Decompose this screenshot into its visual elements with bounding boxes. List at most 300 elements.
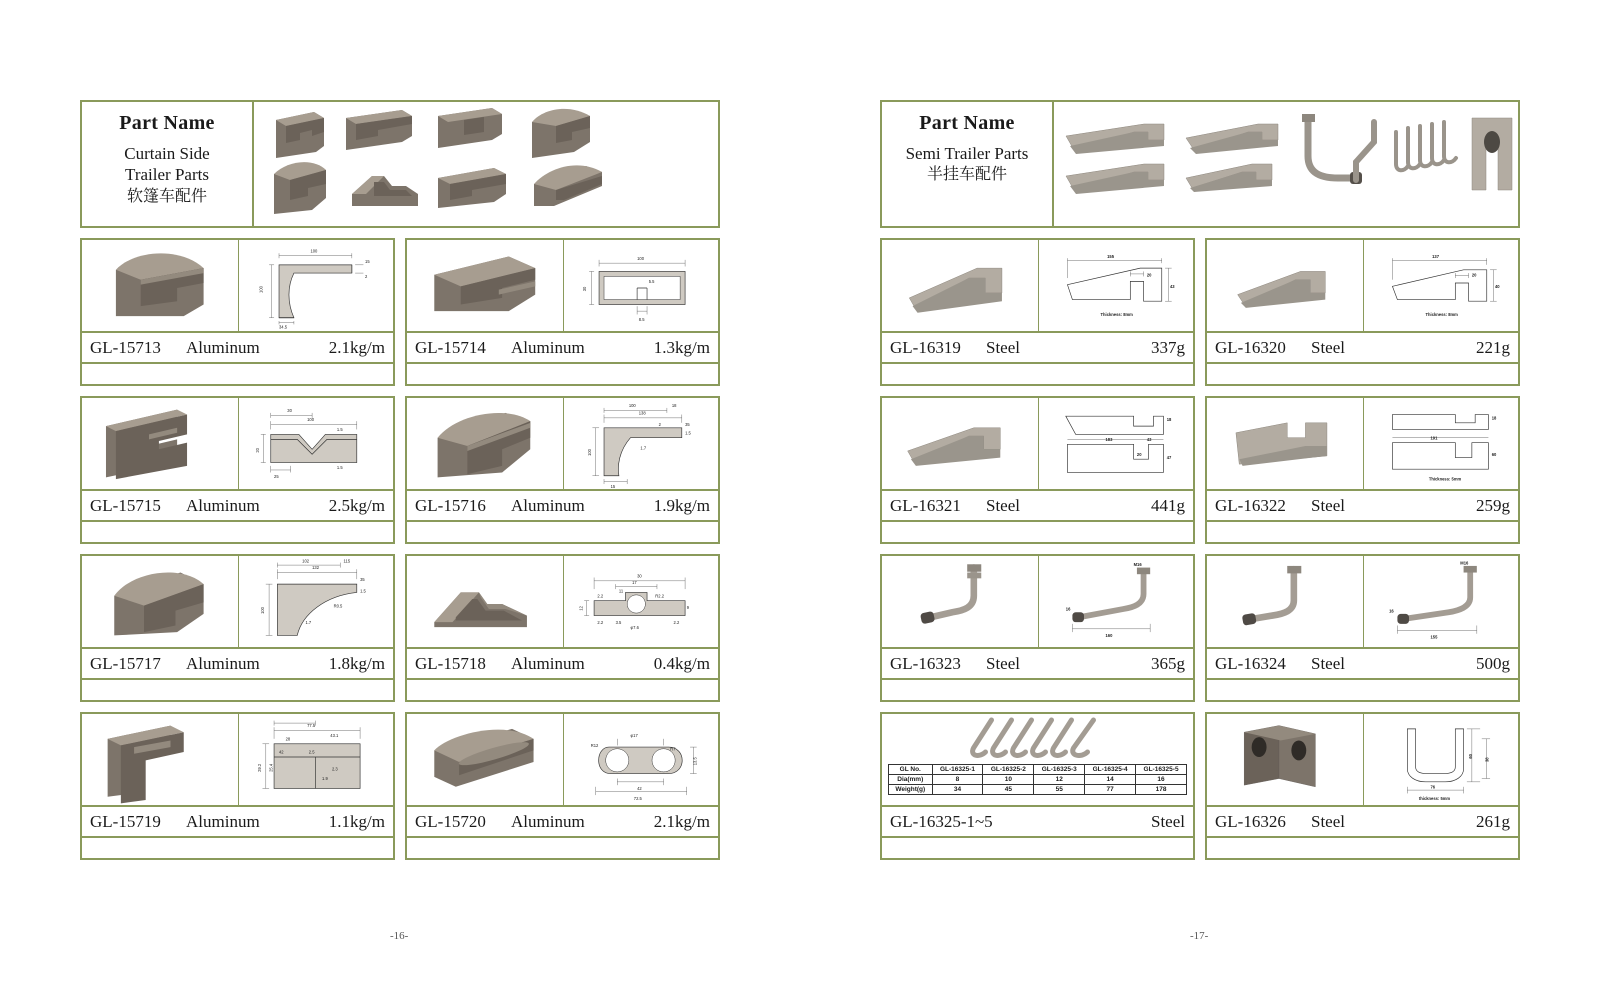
svg-text:100: 100 [636, 255, 644, 261]
card-figures [407, 398, 718, 489]
product-photo [82, 398, 238, 489]
svg-text:15: 15 [610, 484, 615, 489]
part-weight: 1.9kg/m [653, 495, 710, 515]
svg-text:12: 12 [578, 606, 584, 611]
svg-text:φ7.6: φ7.6 [629, 624, 639, 630]
part-category-name [124, 143, 209, 206]
item-card[interactable] [80, 238, 395, 386]
technical-drawing [563, 714, 719, 805]
drawing-15718 [564, 556, 719, 647]
item-card[interactable] [405, 238, 720, 386]
profile-photo-15713 [82, 240, 238, 331]
part-code: GL-16320 [1215, 337, 1286, 357]
part-category-name [906, 143, 1029, 184]
card-footer-strip [1207, 520, 1518, 542]
card-caption [882, 647, 1193, 678]
svg-text:191: 191 [1429, 435, 1437, 441]
card-figures [882, 556, 1193, 647]
technical-drawing [238, 240, 394, 331]
card-footer-strip [882, 678, 1193, 700]
technical-drawing [238, 714, 394, 805]
card-figures [407, 714, 718, 805]
card-footer-strip [882, 836, 1193, 858]
technical-drawing [1363, 398, 1519, 489]
card-footer-strip [882, 362, 1193, 384]
th-2: GL-16325-2 [983, 765, 1034, 775]
table-row [889, 785, 1187, 795]
part-weight: 500g [1476, 653, 1510, 673]
part-material: Aluminum [186, 653, 260, 673]
card-caption [407, 805, 718, 836]
svg-text:40: 40 [1494, 283, 1500, 289]
svg-text:2.3: 2.3 [331, 766, 338, 772]
profile-photo-15719 [82, 714, 238, 805]
svg-text:2: 2 [658, 422, 661, 428]
right-header-name-block [882, 102, 1054, 226]
profile-photo-15714 [407, 240, 563, 331]
right-catalog-page [880, 100, 1520, 860]
category-line1: Semi Trailer Parts [905, 144, 1029, 163]
card-footer-strip [82, 362, 393, 384]
drawing-15719 [239, 714, 394, 805]
card-figures [407, 240, 718, 331]
card-footer-strip [82, 678, 393, 700]
th-3: GL-16325-3 [1034, 765, 1085, 775]
svg-text:18: 18 [1491, 415, 1496, 421]
card-caption [1207, 647, 1518, 678]
header-profiles-illustration [254, 102, 718, 226]
product-photo [82, 714, 238, 805]
right-page-header [880, 100, 1520, 228]
part-weight: 2.1kg/m [328, 337, 385, 357]
left-item-grid [80, 238, 720, 860]
item-card[interactable] [880, 396, 1195, 544]
card-figures [82, 556, 393, 647]
svg-text:R2.2: R2.2 [654, 593, 664, 599]
part-weight: 1.3kg/m [653, 337, 710, 357]
card-caption [1207, 805, 1518, 836]
svg-text:47: 47 [1166, 455, 1171, 461]
card-figures [82, 240, 393, 331]
photo-16319 [882, 240, 1038, 331]
part-weight: 441g [1151, 495, 1185, 515]
card-footer-strip [1207, 836, 1518, 858]
thickness-note: thickness: 5mm [1418, 796, 1450, 802]
drawing-16323 [1039, 556, 1194, 647]
svg-text:132: 132 [311, 565, 319, 571]
drawing-16321 [1039, 398, 1194, 489]
svg-text:18: 18 [671, 403, 676, 409]
svg-text:43: 43 [1169, 283, 1175, 289]
part-weight: 0.4kg/m [653, 653, 710, 673]
cell-r0c5: 16 [1136, 775, 1187, 785]
svg-text:16: 16 [1065, 606, 1070, 612]
profile-photo-15717 [82, 556, 238, 647]
page-title: Part Name [919, 112, 1015, 134]
card-figures [1207, 556, 1518, 647]
part-weight: 365g [1151, 653, 1185, 673]
svg-text:R0.5: R0.5 [333, 603, 342, 609]
item-card[interactable] [405, 712, 720, 860]
svg-text:5.5: 5.5 [648, 279, 654, 285]
card-caption [82, 331, 393, 362]
item-card[interactable] [1205, 238, 1520, 386]
category-chinese: 软篷车配件 [126, 185, 207, 205]
svg-text:43.1: 43.1 [329, 733, 338, 739]
svg-text:25.4: 25.4 [267, 763, 273, 772]
category-line1: Curtain Side [124, 144, 210, 163]
product-photo [882, 556, 1038, 647]
part-code: GL-16323 [890, 653, 961, 673]
part-material: Steel [986, 653, 1020, 673]
svg-text:1.9: 1.9 [321, 776, 328, 782]
part-weight: 2.1kg/m [653, 811, 710, 831]
card-figures [1207, 240, 1518, 331]
card-figures [1207, 398, 1518, 489]
part-code: GL-16326 [1215, 811, 1286, 831]
svg-text:2.2: 2.2 [596, 619, 603, 625]
part-code: GL-16324 [1215, 653, 1286, 673]
part-code: GL-16321 [890, 495, 961, 515]
part-code: GL-15717 [90, 653, 161, 673]
svg-text:20: 20 [1146, 272, 1151, 278]
drawing-16324 [1364, 556, 1519, 647]
part-material: Steel [1311, 337, 1345, 357]
svg-text:38: 38 [1483, 757, 1489, 762]
part-material: Steel [1311, 495, 1345, 515]
technical-drawing [1363, 714, 1519, 805]
cell-r0c3: 12 [1034, 775, 1085, 785]
th-0: GL No. [889, 765, 933, 775]
svg-text:160: 160 [1104, 633, 1112, 639]
svg-text:30: 30 [286, 408, 292, 414]
svg-text:15: 15 [364, 259, 370, 265]
technical-drawing [1038, 398, 1194, 489]
technical-drawing [238, 398, 394, 489]
profile-photo-15718 [407, 556, 563, 647]
technical-drawing [1038, 240, 1194, 331]
part-code: GL-16319 [890, 337, 961, 357]
svg-text:35: 35 [359, 576, 365, 582]
part-weight: 1.1kg/m [328, 811, 385, 831]
part-code: GL-15720 [415, 811, 486, 831]
card-footer-strip [407, 520, 718, 542]
product-photo [82, 240, 238, 331]
cell-r1c2: 45 [983, 785, 1034, 795]
header-steel-parts-illustration [1054, 102, 1518, 226]
part-material: Aluminum [186, 337, 260, 357]
card-footer-strip [407, 678, 718, 700]
product-photo [407, 556, 563, 647]
svg-text:72.5: 72.5 [633, 796, 642, 802]
svg-text:29.2: 29.2 [256, 763, 262, 772]
cell-r1c1: 34 [932, 785, 983, 795]
svg-text:100: 100 [306, 417, 314, 423]
part-code: GL-15716 [415, 495, 486, 515]
profile-photo-15716 [407, 398, 563, 489]
card-figures [1207, 714, 1518, 805]
left-header-name-block [82, 102, 254, 226]
item-card[interactable] [80, 554, 395, 702]
drawing-15720 [564, 714, 719, 805]
svg-text:20: 20 [1136, 451, 1142, 457]
drawing-16326 [1364, 714, 1519, 805]
technical-drawing [563, 556, 719, 647]
part-material: Aluminum [511, 653, 585, 673]
svg-text:25: 25 [273, 474, 279, 480]
drawing-16320 [1364, 240, 1519, 331]
svg-text:1.5: 1.5 [336, 427, 343, 433]
technical-drawing [1363, 240, 1519, 331]
photo-16320 [1207, 240, 1363, 331]
svg-text:100: 100 [586, 449, 592, 456]
item-card[interactable] [880, 238, 1195, 386]
part-material: Steel [986, 337, 1020, 357]
card-caption [82, 489, 393, 520]
svg-text:φ17: φ17 [629, 733, 638, 739]
profile-photo-15715 [82, 398, 238, 489]
drawing-15717 [239, 556, 394, 647]
part-material: Aluminum [511, 811, 585, 831]
part-weight: 1.8kg/m [328, 653, 385, 673]
part-material: Steel [1311, 811, 1345, 831]
svg-text:R12: R12 [590, 743, 598, 749]
svg-text:1.7: 1.7 [304, 619, 311, 625]
photo-16324 [1207, 556, 1363, 647]
left-catalog-page [80, 100, 720, 860]
left-header-product-photos [254, 102, 718, 226]
svg-text:1.5: 1.5 [336, 465, 343, 471]
product-photo [1207, 398, 1363, 489]
svg-text:20: 20 [1471, 272, 1476, 278]
part-material: Aluminum [511, 495, 585, 515]
spec-table-wrap [882, 760, 1193, 799]
svg-text:34.5: 34.5 [278, 324, 287, 330]
category-chinese: 半挂车配件 [926, 164, 1007, 184]
svg-text:35: 35 [684, 422, 690, 428]
svg-text:2.2: 2.2 [596, 593, 603, 599]
th-4: GL-16325-4 [1085, 765, 1136, 775]
svg-text:155: 155 [1106, 254, 1114, 260]
part-material: Steel [986, 495, 1020, 515]
card-caption [1207, 489, 1518, 520]
card-caption [82, 647, 393, 678]
drawing-16322 [1364, 398, 1519, 489]
thread-note: M16 [1459, 560, 1468, 566]
part-material: Aluminum [186, 811, 260, 831]
card-figures [407, 556, 718, 647]
svg-text:100: 100 [259, 607, 265, 614]
item-card[interactable] [1205, 554, 1520, 702]
photo-16326 [1207, 714, 1363, 805]
th-1: GL-16325-1 [932, 765, 983, 775]
svg-text:137: 137 [1431, 254, 1439, 260]
svg-text:115: 115 [343, 558, 350, 564]
part-weight: 261g [1476, 811, 1510, 831]
drawing-16319 [1039, 240, 1194, 331]
part-code: GL-15715 [90, 495, 161, 515]
card-footer-strip [82, 520, 393, 542]
svg-text:18: 18 [1166, 417, 1171, 423]
item-card[interactable] [880, 712, 1195, 860]
svg-text:13.5: 13.5 [692, 757, 698, 766]
part-weight: 337g [1151, 337, 1185, 357]
item-card[interactable] [80, 396, 395, 544]
technical-drawing [1038, 556, 1194, 647]
svg-text:16: 16 [1388, 608, 1394, 614]
cell-r0c4: 14 [1085, 775, 1136, 785]
svg-text:1.5: 1.5 [684, 430, 691, 436]
thread-note: M16 [1133, 561, 1142, 567]
item-card[interactable] [1205, 396, 1520, 544]
svg-text:3.5: 3.5 [615, 619, 621, 625]
svg-text:60: 60 [1491, 451, 1496, 457]
cell-r1c5: 178 [1136, 785, 1187, 795]
svg-text:30: 30 [636, 573, 642, 579]
category-line2: Trailer Parts [125, 165, 209, 185]
svg-text:9: 9 [686, 604, 689, 610]
thickness-note: Thickness: 8mm [1100, 312, 1133, 318]
technical-drawing [563, 398, 719, 489]
item-card[interactable] [405, 554, 720, 702]
card-figures [882, 398, 1193, 489]
thickness-note: Thickness: 8mm [1425, 312, 1458, 318]
svg-text:8.5: 8.5 [638, 317, 645, 323]
item-card[interactable] [880, 554, 1195, 702]
thickness-note: Thickness: 5mm [1428, 476, 1461, 482]
card-caption [407, 647, 718, 678]
part-weight: 2.5kg/m [328, 495, 385, 515]
svg-text:2.2: 2.2 [673, 619, 679, 625]
part-weight: 259g [1476, 495, 1510, 515]
cell-r0c1: 8 [932, 775, 983, 785]
product-photo [1207, 240, 1363, 331]
card-caption [882, 489, 1193, 520]
part-code: GL-16322 [1215, 495, 1286, 515]
cell-r1c3: 55 [1034, 785, 1085, 795]
card-figures [82, 398, 393, 489]
right-header-product-photos [1054, 102, 1518, 226]
svg-text:138: 138 [638, 410, 646, 416]
card-caption [1207, 331, 1518, 362]
product-photo [1207, 714, 1363, 805]
drawing-15716 [564, 398, 719, 489]
page-title: Part Name [119, 112, 215, 134]
part-code: GL-15718 [415, 653, 486, 673]
product-photo [882, 714, 1193, 760]
part-weight: 221g [1476, 337, 1510, 357]
card-caption [882, 331, 1193, 362]
svg-text:17: 17 [631, 580, 637, 586]
profile-photo-15720 [407, 714, 563, 805]
spec-table [888, 764, 1187, 795]
card-caption [82, 805, 393, 836]
drawing-15714 [564, 240, 719, 331]
card-footer-strip [407, 362, 718, 384]
svg-text:R7: R7 [669, 746, 675, 752]
cell-r1c4: 77 [1085, 785, 1136, 795]
part-material: Steel [1311, 653, 1345, 673]
svg-text:42: 42 [278, 749, 284, 755]
card-footer-strip [882, 520, 1193, 542]
card-caption [882, 805, 1193, 836]
product-photo [882, 398, 1038, 489]
product-photo [407, 714, 563, 805]
cell-r0c2: 10 [983, 775, 1034, 785]
technical-drawing [1363, 556, 1519, 647]
item-card[interactable] [1205, 712, 1520, 860]
card-caption [407, 331, 718, 362]
svg-text:1.5: 1.5 [359, 588, 366, 594]
cell-r1c0: Weight(g) [889, 785, 933, 795]
svg-text:1.7: 1.7 [639, 445, 646, 451]
svg-text:43: 43 [1146, 437, 1151, 443]
svg-text:77.5: 77.5 [306, 723, 315, 729]
drawing-15713 [239, 240, 394, 331]
part-material: Aluminum [186, 495, 260, 515]
item-card[interactable] [405, 396, 720, 544]
cell-r0c0: Dia(mm) [889, 775, 933, 785]
product-photo [1207, 556, 1363, 647]
photo-16321 [882, 398, 1038, 489]
table-header-row [889, 765, 1187, 775]
svg-text:30: 30 [581, 286, 587, 292]
svg-text:20: 20 [254, 448, 260, 453]
page-number-right: -17- [1190, 930, 1209, 942]
right-item-grid [880, 238, 1520, 860]
svg-text:100: 100 [257, 286, 263, 293]
th-5: GL-16325-5 [1136, 765, 1187, 775]
svg-text:11: 11 [618, 588, 623, 594]
part-code: GL-15714 [415, 337, 486, 357]
table-row [889, 775, 1187, 785]
svg-text:100: 100 [628, 403, 636, 409]
part-code: GL-15719 [90, 811, 161, 831]
svg-text:2: 2 [364, 274, 367, 280]
card-caption [407, 489, 718, 520]
svg-text:60: 60 [1467, 754, 1473, 759]
photo-16323 [882, 556, 1038, 647]
card-footer-strip [1207, 678, 1518, 700]
svg-text:28: 28 [285, 736, 290, 742]
item-card[interactable] [80, 712, 395, 860]
product-photo [407, 398, 563, 489]
card-footer-strip [407, 836, 718, 858]
technical-drawing [238, 556, 394, 647]
card-figures [882, 714, 1193, 805]
card-footer-strip [82, 836, 393, 858]
left-page-header [80, 100, 720, 228]
product-photo [82, 556, 238, 647]
drawing-15715 [239, 398, 394, 489]
part-code: GL-16325-1~5 [890, 811, 993, 831]
card-figures [882, 240, 1193, 331]
part-material: Steel [1151, 811, 1185, 831]
product-photo [407, 240, 563, 331]
part-code: GL-15713 [90, 337, 161, 357]
svg-text:155: 155 [1429, 634, 1437, 640]
svg-text:100: 100 [309, 248, 317, 254]
svg-text:183: 183 [1104, 437, 1112, 443]
svg-text:76: 76 [1429, 784, 1435, 790]
photo-16322 [1207, 398, 1363, 489]
photo-16325 [882, 714, 1193, 760]
card-footer-strip [1207, 362, 1518, 384]
technical-drawing [563, 240, 719, 331]
svg-text:102: 102 [301, 558, 309, 564]
svg-text:42: 42 [636, 786, 642, 792]
page-number-left: -16- [390, 930, 409, 942]
